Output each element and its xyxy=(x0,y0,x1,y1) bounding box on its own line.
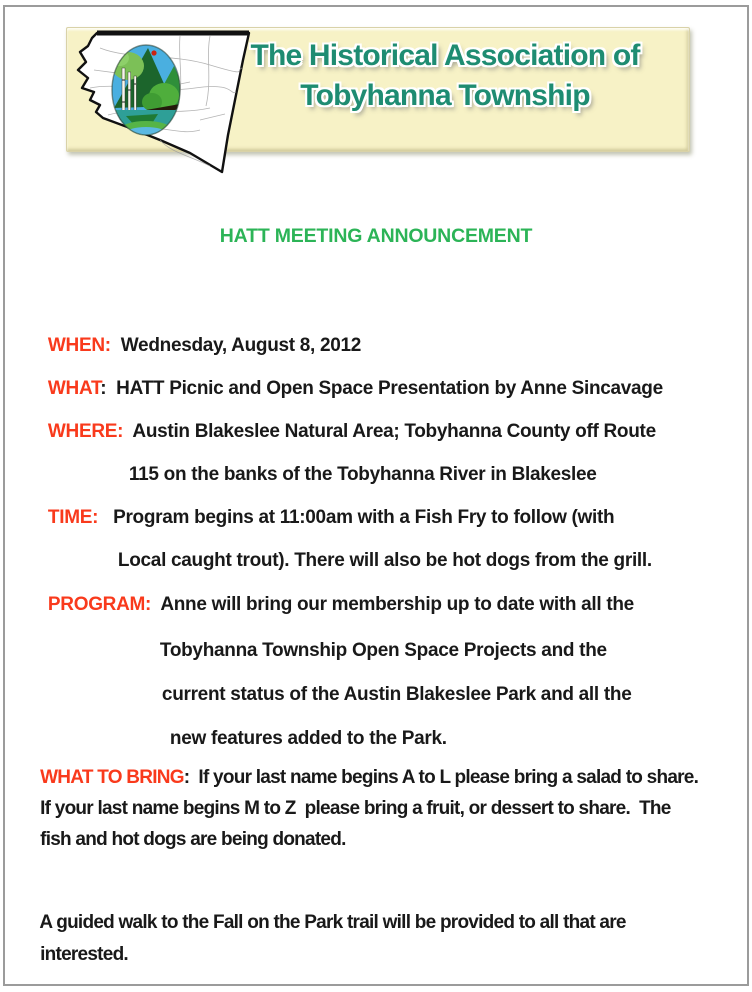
what-label: WHAT xyxy=(47,378,101,399)
program-continuation-text-3: new features added to the Park. xyxy=(169,728,447,749)
guided-walk-line-2 xyxy=(22,922,128,988)
program-label: PROGRAM: xyxy=(47,594,152,615)
bring-label: WHAT TO BRING xyxy=(40,767,184,788)
program-text: Anne will bring our membership up to date with all the xyxy=(151,594,634,615)
when-text: Wednesday, August 8, 2012 xyxy=(110,335,362,356)
bring-text-2: If your last name begins M to Z please bring a fruit, or dessert to share. The xyxy=(40,798,671,819)
bring-line-3 xyxy=(22,807,346,873)
when-label: WHEN: xyxy=(47,335,111,356)
what-text: : HATT Picnic and Open Space Presentation by Anne Sincavage xyxy=(100,378,663,399)
bring-text-3: fish and hot dogs are being donated. xyxy=(40,829,346,850)
time-label: TIME: xyxy=(47,507,99,528)
association-title xyxy=(205,36,685,116)
time-continuation-text: Local caught trout). There will also be hot dogs from the grill. xyxy=(117,550,652,571)
title-line-2: Tobyhanna Township xyxy=(300,79,590,112)
bring-text: : If your last name begins A to L please bring a salad to share. xyxy=(183,767,699,788)
time-text: Program begins at 11:00am with a Fish Fry to follow (with xyxy=(98,507,615,528)
program-continuation-text-2: current status of the Austin Blakeslee Park and all the xyxy=(161,684,632,705)
guided-walk-text-1: A guided walk to the Fall on the Park trail will be provided to all that are xyxy=(39,912,626,933)
program-continuation-text-1: Tobyhanna Township Open Space Projects and the xyxy=(159,640,607,661)
where-label: WHERE: xyxy=(47,421,124,442)
where-text: Austin Blakeslee Natural Area; Tobyhanna County off Route xyxy=(123,421,656,442)
title-line-1: The Historical Association of xyxy=(250,39,640,72)
where-continuation-text: 115 on the banks of the Tobyhanna River in Blakeslee xyxy=(128,464,597,485)
guided-walk-text-2: interested. xyxy=(40,944,128,965)
meeting-announcement-heading: HATT MEETING ANNOUNCEMENT xyxy=(219,225,533,247)
